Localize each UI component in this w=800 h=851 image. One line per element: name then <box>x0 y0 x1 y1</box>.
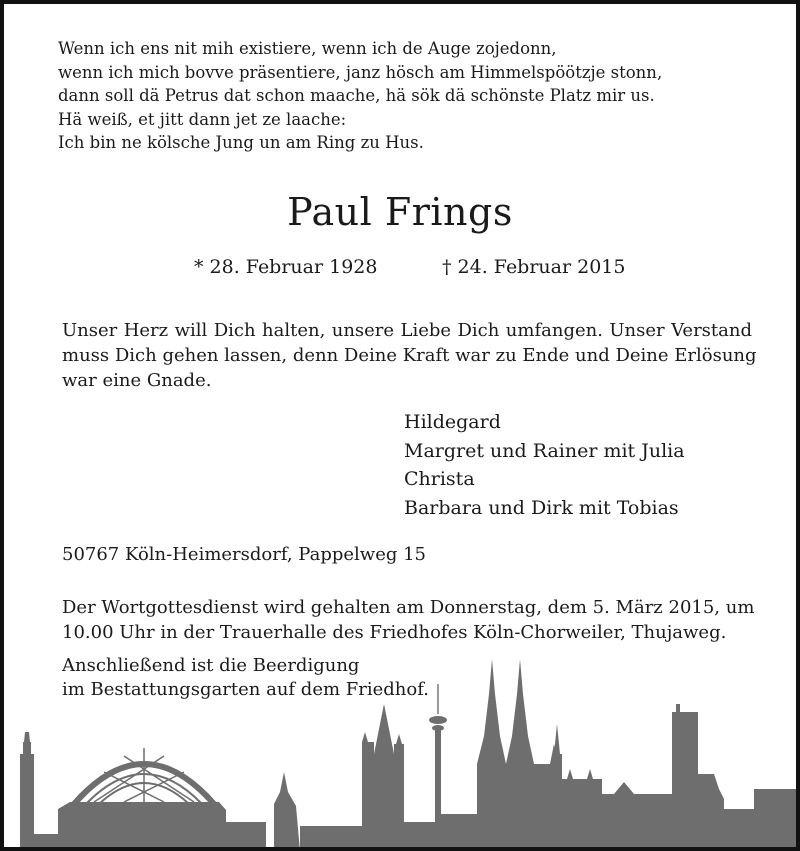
skyline-arena <box>58 802 226 851</box>
tribute-text <box>62 318 757 393</box>
service-line: Der Wortgottesdienst wird gehalten am Donnerstag, dem 5. März 2015, um <box>62 597 755 618</box>
skyline-church <box>274 772 300 851</box>
skyline-highrise <box>672 712 698 851</box>
poem <box>58 37 662 155</box>
tribute-line: war eine Gnade. <box>62 370 212 391</box>
skyline-tower <box>20 754 34 851</box>
death-date: † 24. Februar 2015 <box>442 256 626 278</box>
poem-line: wenn ich mich bovve präsentiere, janz hösch am Himmelspöötzje stonn, <box>58 62 663 82</box>
poem-line: dann soll dä Petrus dat schon maache, hä sök dä schönste Platz mir us. <box>58 86 655 105</box>
poem-line: Hä weiß, et jitt dann jet ze laache: <box>58 109 347 129</box>
burial-line: im Bestattungsgarten auf dem Friedhof. <box>62 679 429 700</box>
mourner: Barbara und Dirk mit Tobias <box>404 496 679 519</box>
tribute-line: Unser Herz will Dich halten, unsere Liebe Dich umfangen. Unser Verstand <box>62 320 752 341</box>
skyline-gross-st-martin <box>374 704 394 851</box>
skyline-cathedral-tower <box>477 659 506 851</box>
skyline-arena-dome <box>74 748 214 804</box>
skyline-cathedral-tower <box>506 659 534 851</box>
family-address: 50767 Köln-Heimersdorf, Pappelweg 15 <box>62 544 427 565</box>
tribute-line: muss Dich gehen lassen, denn Deine Kraft war zu Ende und Deine Erlösung <box>62 345 757 366</box>
service-info <box>62 595 755 645</box>
poem-line: Wenn ich ens nit mih existiere, wenn ich de Auge zojedonn, <box>58 39 557 58</box>
mourner: Hildegard <box>404 411 501 433</box>
mourners-list <box>404 408 685 522</box>
cologne-skyline-illustration <box>4 644 796 851</box>
service-line: 10.00 Uhr in der Trauerhalle des Friedhofes Köln-Chorweiler, Thujaweg. <box>62 622 727 643</box>
mourner: Christa <box>404 468 475 490</box>
deceased-name: Paul Frings <box>287 190 513 234</box>
birth-date: * 28. Februar 1928 <box>194 256 378 278</box>
mourner: Margret und Rainer mit Julia <box>404 439 685 462</box>
burial-line: Anschließend ist die Beerdigung <box>62 655 360 676</box>
poem-line: Ich bin ne kölsche Jung un am Ring zu Hus. <box>58 133 424 152</box>
skyline-tv-tower <box>435 726 441 851</box>
